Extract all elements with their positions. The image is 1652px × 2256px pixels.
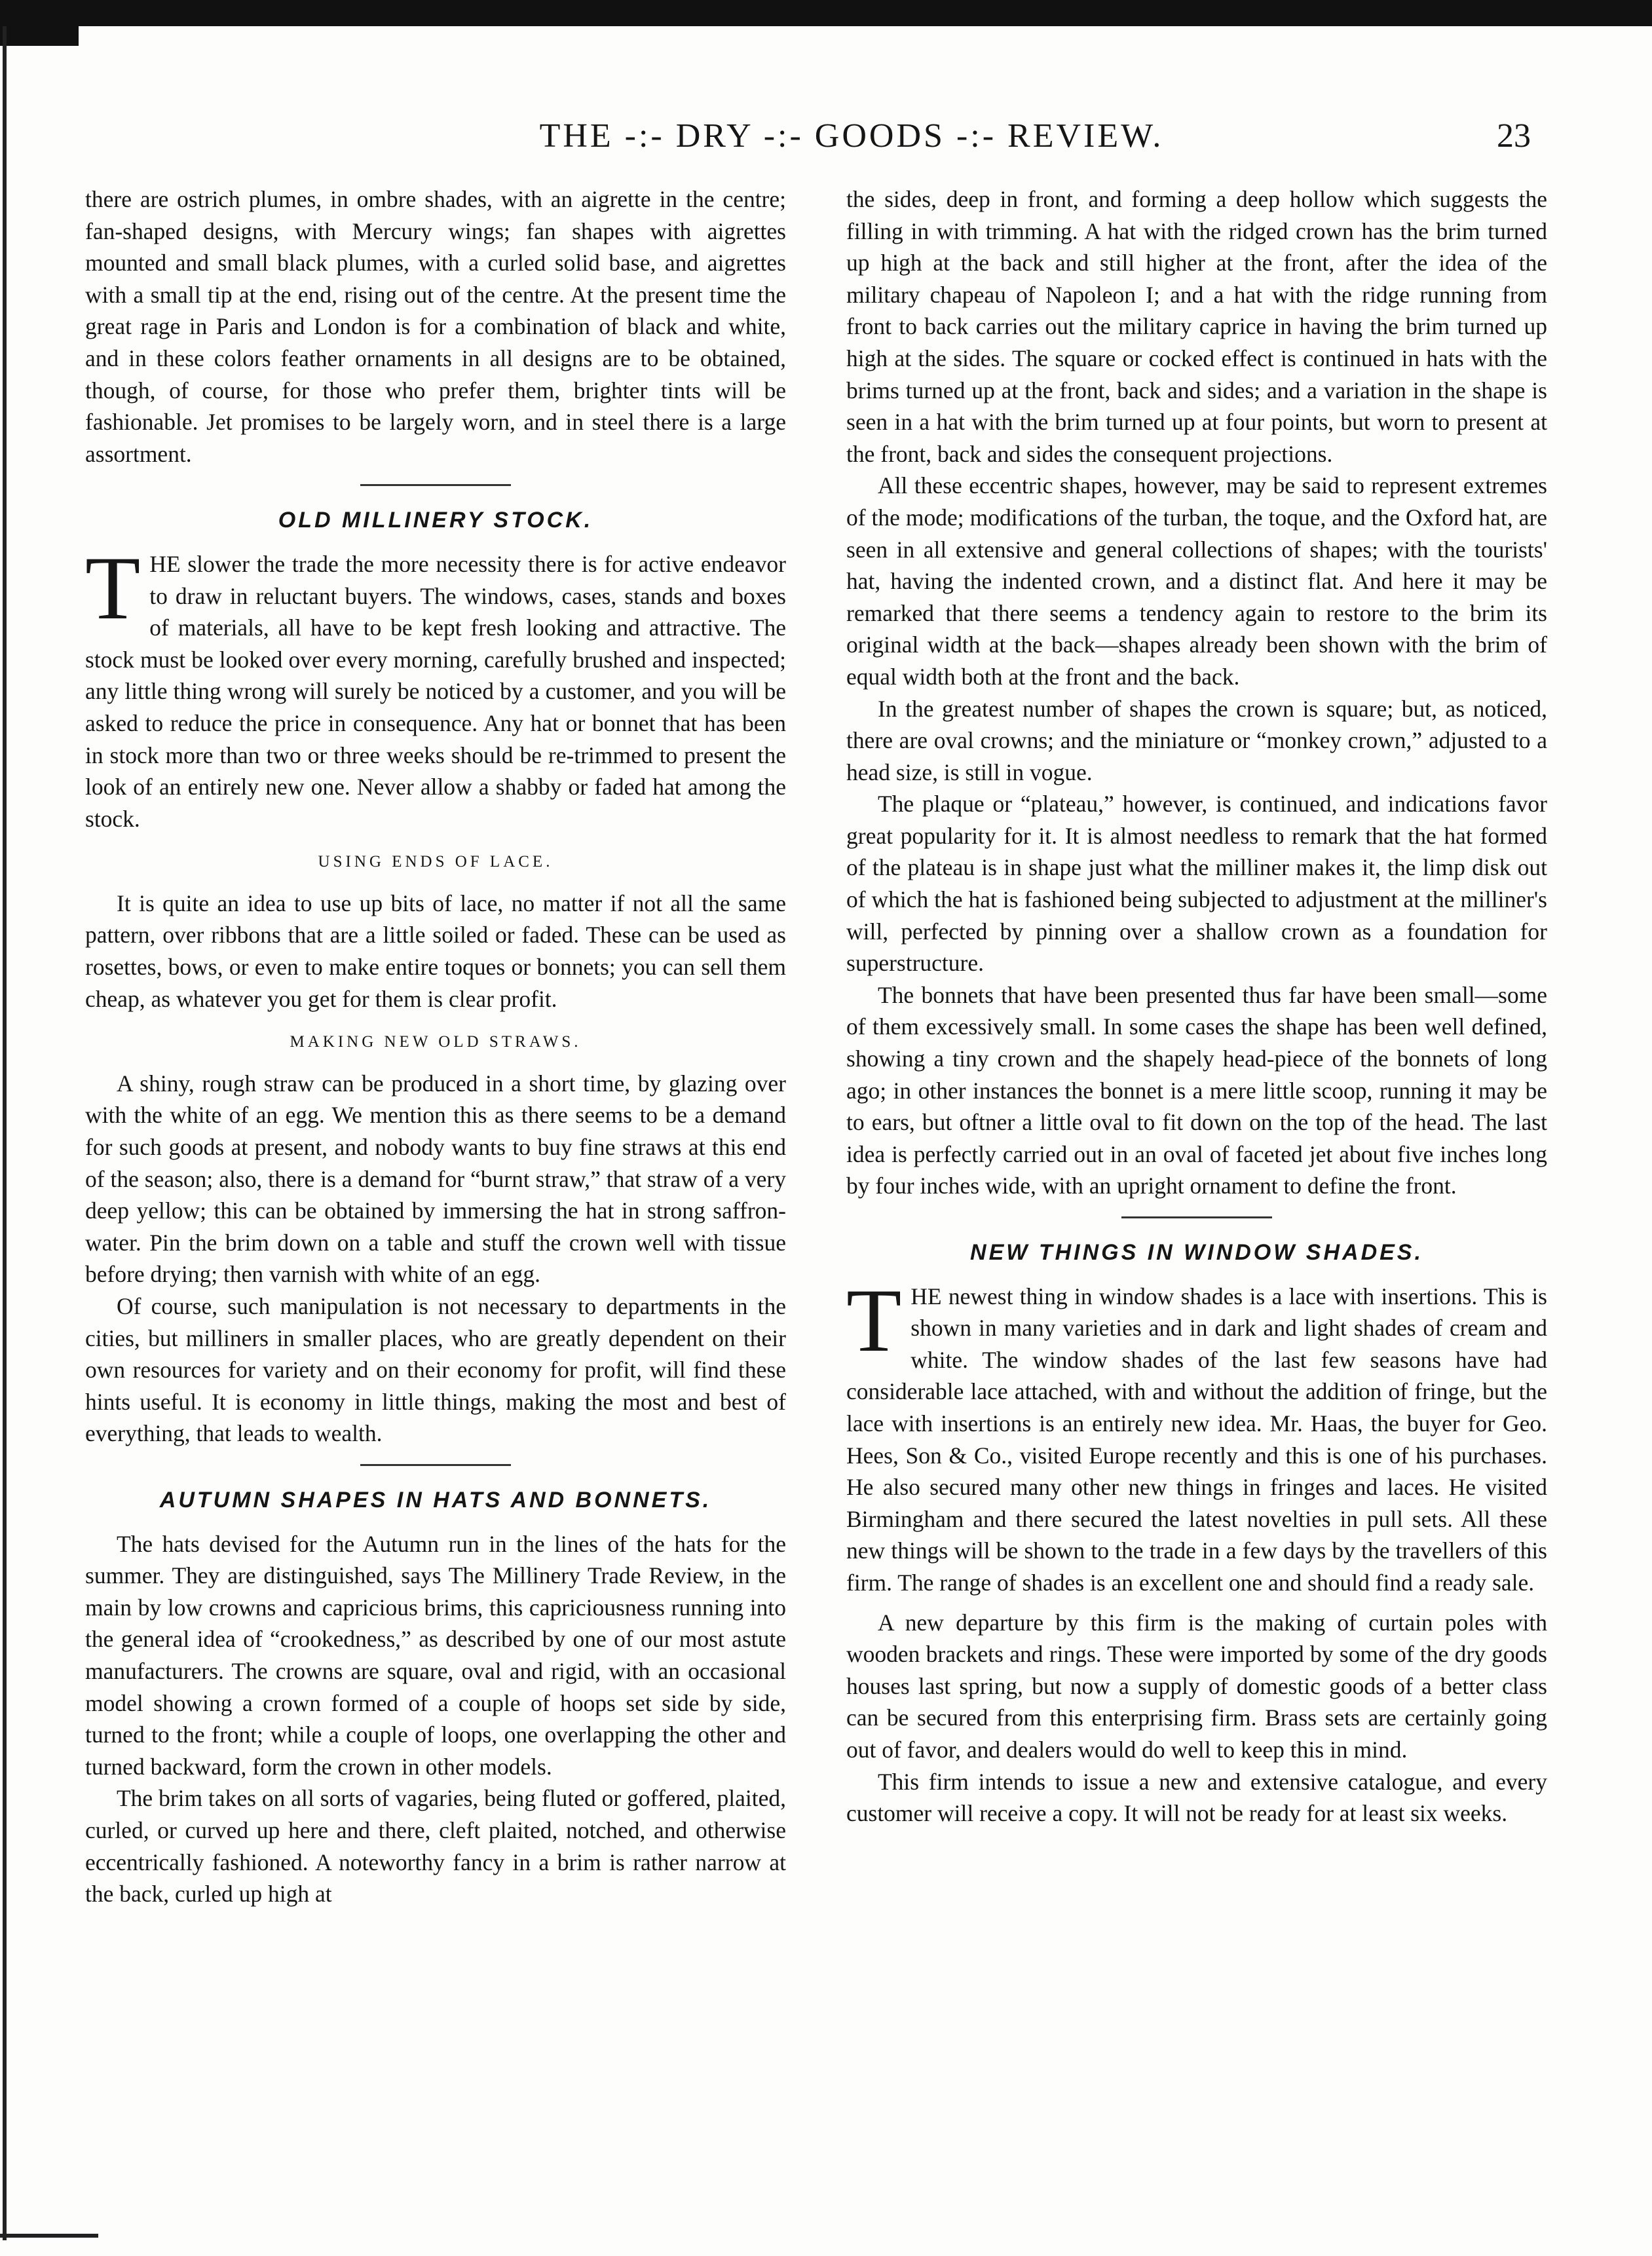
old-stock-first-paragraph — [85, 537, 786, 835]
paragraph-brim: The brim takes on all sorts of vagaries, being fluted or goffered, plaited, curled, or curved up here and there, cleft plaited, notched, and otherwise eccentrically fashioned. A noteworthy fancy in a brim is rather narrow at the back, curled up high at — [85, 1785, 786, 1908]
subheading-making-new-old-straws: MAKING NEW OLD STRAWS. — [290, 1033, 582, 1051]
paragraph-eccentric-shapes: All these eccentric shapes, however, may be said to represent extremes of the mode; modifications of the turban, the toque, and the Oxford hat, are seen in all extensive and general collections of shapes; with the tourists' hat, having the indented crown, and a distinct flat. And here it may be remarked that there seems a tendency again to restore to the brim its original width at the back—shapes already been shown with the brim of equal width both at the front and the back. — [846, 472, 1547, 690]
left-edge-rule — [3, 26, 7, 2240]
page-header-title: THE -:- DRY -:- GOODS -:- REVIEW. — [539, 117, 1164, 155]
paragraph-lace: It is quite an idea to use up bits of lace, no matter if not all the same pattern, over ribbons that are a little soiled or faded. These can be used as rosettes, bows, or even to make entire toques or bonnets; you can sell them cheap, as whatever you get for them is clear profit. — [85, 890, 786, 1012]
section-title-old-millinery-stock: OLD MILLINERY STOCK. — [278, 508, 593, 533]
left-column — [85, 183, 786, 1910]
paragraph-autumn-hats: The hats devised for the Autumn run in the lines of the hats for the summer. They are distinguished, says The Millinery Trade Review, in the main by low crowns and capricious brims, this capriciousness running into the general idea of “crookedness,” as described by one of our most astute manufacturers. The crowns are square, oval and rigid, with an occasional model showing a crown formed of a couple of hoops set side by side, turned to the front; while a couple of loops, one overlapping the other and turned backward, form the crown in other models. — [85, 1530, 786, 1780]
bottom-edge-rule — [0, 2234, 98, 2238]
paragraph-catalogue: This firm intends to issue a new and extensive catalogue, and every customer will receive a copy. It will not be ready for at least six weeks. — [846, 1768, 1547, 1827]
paragraph-plateau: The plaque or “plateau,” however, is continued, and indications favor great popularity for it. It is almost needless to remark that the hat formed of the plateau is in shape just what the milliner makes it, the limp disk out of which the hat is fashioned being subjected to adjustment at the milliner's will, perfected by pinning over a shallow crown as a foundation for superstructure. — [846, 791, 1547, 977]
paragraph-manipulation: Of course, such manipulation is not necessary to departments in the cities, but milliners in smaller places, who are greatly dependent on their own resources for variety and on their economy for profit, will find these hints useful. It is economy in little things, making the most and best of everything, that leads to wealth. — [85, 1293, 786, 1447]
right-column — [846, 183, 1547, 1830]
section-divider — [360, 484, 511, 486]
paragraph-crowns: In the greatest number of shapes the crown is square; but, as noticed, there are oval crowns; and the miniature or “monkey crown,” adjusted to a head size, is still in vogue. — [846, 695, 1547, 785]
drop-cap: T — [85, 537, 141, 638]
intro-paragraph: there are ostrich plumes, in ombre shades, with an aigrette in the centre; fan-shaped designs, with Mercury wings; fan shapes with aigrettes mounted and small black plumes, with a curled solid base, and aigrettes with a small tip at the end, rising out of the centre. At the present time the great rage in Paris and London is for a combination of black and white, and in these colors feather ornaments in all designs are to be obtained, though, of course, for those who prefer them, brighter tints will be fashionable. Jet promises to be largely worn, and in steel there is a large assortment. — [85, 186, 786, 467]
page-number: 23 — [1497, 117, 1531, 155]
section-title-autumn-shapes: AUTUMN SHAPES IN HATS AND BONNETS. — [159, 1487, 712, 1513]
section-divider — [1121, 1216, 1272, 1218]
shades-paragraph-text: HE newest thing in window shades is a lace with insertions. This is shown in many varieties and in dark and light shades of cream and white. The window shades of the last few seasons have had considerable lace attached, with and without the addition of fringe, but the lace with insertions is an entirely new idea. Mr. Haas, the buyer for Geo. Hees, Son & Co., visited Europe recently and this is one of his purchases. He also secured many other new things in fringes and laces. He visited Birmingham and there secured the latest novelties in pull sets. All these new things will be shown to the trade in a few days by the travellers of this firm. The range of shades is an excellent one and should find a ready sale. — [846, 1283, 1547, 1596]
section-divider — [360, 1464, 511, 1466]
paragraph-bonnets: The bonnets that have been presented thus far have been small—some of them excessively small. In some cases the shape has been well defined, showing a tiny crown and the shapely head-piece of the bonnets of long ago; in other instances the bonnet is a mere little scoop, running it may be to ears, but oftner a little oval to fit down on the top of the head. The last idea is perfectly carried out in an oval of faceted jet about five inches long by four inches wide, with an upright ornament to define the front. — [846, 981, 1547, 1199]
paragraph-autumn-continued: the sides, deep in front, and forming a deep hollow which suggests the filling in with trimming. A hat with the ridged crown has the brim turned up high at the back and still higher at the front, after the idea of the military chapeau of Napoleon I; and a hat with the ridge running from front to back carries out the military caprice in having the brim turned up high at the sides. The square or cocked effect is continued in hats with the brims turned up at the front, back and sides; and a variation in the shape is seen in a hat with the brim turned up at four points, but worn to present at the front, back and sides the consequent projections. — [846, 186, 1547, 467]
paragraph-straws: A shiny, rough straw can be produced in a short time, by glazing over with the white of an egg. We mention this as there seems to be a demand for such goods at present, and nobody wants to buy fine straws at this end of the season; also, there is a demand for “burnt straw,” that straw of a very deep yellow; this can be obtained by immersing the hat in strong saffron-water. Pin the brim down on a table and stuff the crown well with tissue before drying; then varnish with white of an egg. — [85, 1070, 786, 1288]
top-border-notch — [0, 26, 79, 46]
paragraph-curtain-poles: A new departure by this firm is the making of curtain poles with wooden brackets and rings. These were imported by some of the dry goods houses last spring, but now a supply of domestic goods of a better class can be secured from this enterprising firm. Brass sets are certainly going out of favor, and dealers would do well to keep this in mind. — [846, 1609, 1547, 1763]
section-title-window-shades: NEW THINGS IN WINDOW SHADES. — [970, 1240, 1423, 1265]
shades-first-paragraph — [846, 1269, 1547, 1599]
top-border — [0, 0, 1652, 26]
old-stock-paragraph-text: HE slower the trade the more necessity there is for active endeavor to draw in reluctant buyers. The windows, cases, stands and boxes of materials, all have to be kept fresh looking and attractive. The stock must be looked over every morning, carefully brushed and inspected; any little thing wrong will surely be noticed by a customer, and you will be asked to reduce the price in consequence. Any hat or bonnet that has been in stock more than two or three weeks should be re-trimmed to present the look of an entirely new one. Never allow a shabby or faded hat among the stock. — [85, 550, 786, 832]
drop-cap: T — [846, 1269, 902, 1370]
subheading-using-ends-of-lace: USING ENDS OF LACE. — [318, 853, 554, 871]
